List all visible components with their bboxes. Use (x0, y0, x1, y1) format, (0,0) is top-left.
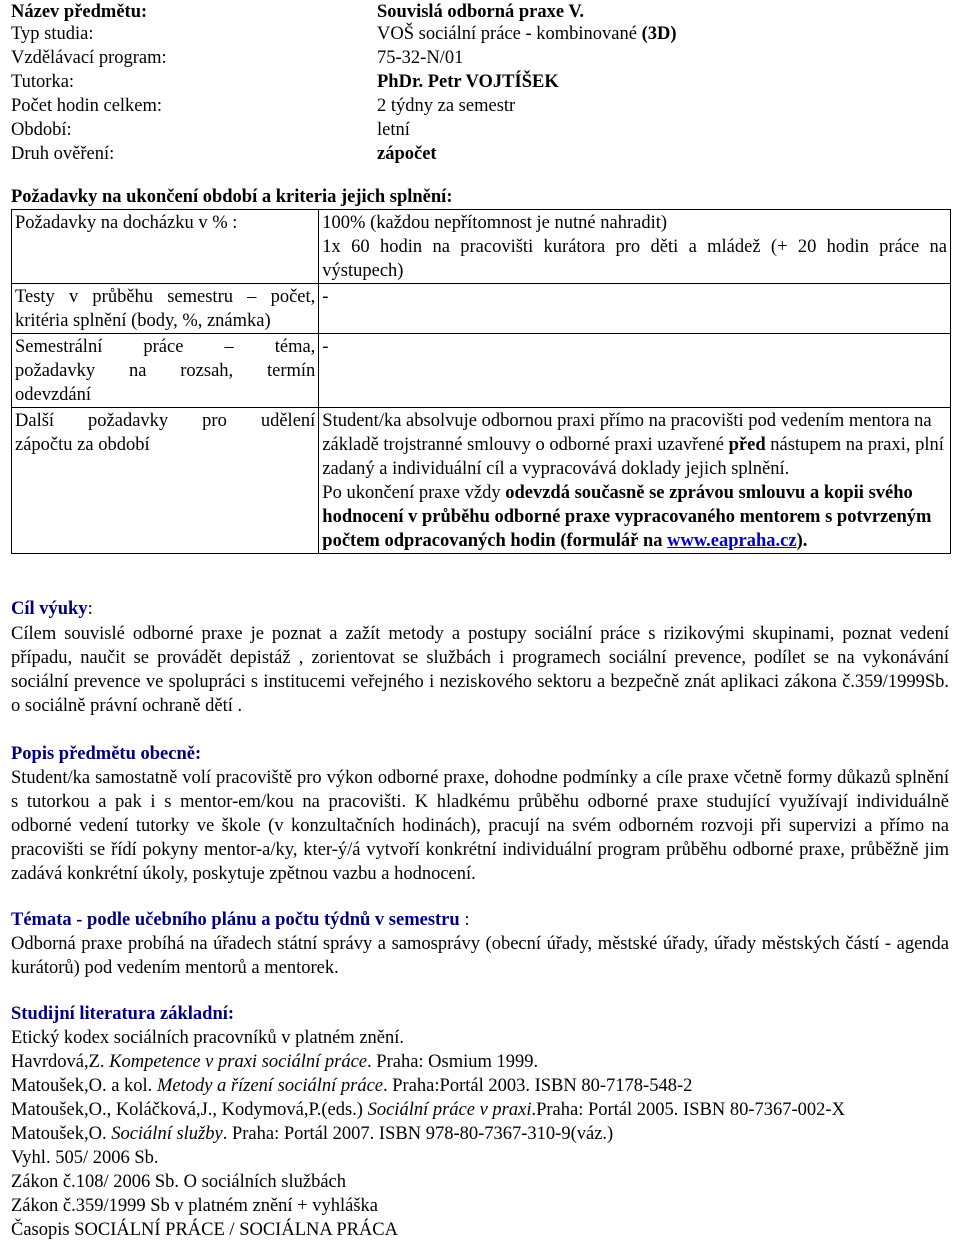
literature-title: Studijní literatura základní: (11, 1004, 235, 1024)
topics-title-tail: : (459, 910, 470, 930)
meta-value: Souvislá odborná praxe V. (377, 2, 584, 22)
table-row (12, 334, 951, 408)
requirements-table (11, 209, 951, 554)
topics-title (11, 908, 469, 932)
lit-text: Matoušek,O., Koláčková,J., Kodymová,P.(eds.) (11, 1100, 368, 1120)
meta-value: PhDr. Petr VOJTÍŠEK (377, 72, 559, 92)
meta-label: Druh ověření: (11, 144, 115, 164)
lit-text: Zákon č.359/1999 Sb v platném znění + vyhláška (11, 1196, 379, 1216)
thesis-value: - (319, 334, 951, 408)
lit-text: . Praha: Osmium 1999. (367, 1052, 539, 1072)
other-label-line: Další požadavky pro udělení (15, 411, 316, 431)
lit-title: Sociální služby (111, 1124, 223, 1144)
table-row (12, 408, 951, 554)
meta-label: Období: (11, 120, 72, 140)
lit-title: Kompetence v praxi sociální práce (109, 1052, 368, 1072)
goal-title-colon: : (87, 599, 93, 619)
topics-text: Odborná praxe probíhá na úřadech státní správy a samosprávy (obecní úřady, městské úřady, úřady městských částí - agenda kurátorů) pod vedením mentorů a mentorek. (11, 934, 949, 978)
attendance-value (319, 210, 951, 284)
goal-text: Cílem souvislé odborné praxe je poznat a zažít metody a postupy sociální práce s rizikovými skupinami, poznat vedení případu, naučit se provádět depistáž , zorientovat se službách i programech sociální prevence, podílet se na vykonávání sociální prevence ve spolupráci s institucemi veřejného i neziskového sektoru a bezpečně znát aplikaci zákona č.359/1999Sb. o sociálně právní ochraně dětí . (11, 624, 949, 716)
list-item (11, 1146, 159, 1170)
list-item (11, 1026, 404, 1050)
meta-row-course-name (11, 0, 951, 24)
table-row (12, 284, 951, 334)
list-item (11, 1074, 692, 1098)
goal-title-bold: Cíl výuky (11, 599, 88, 619)
tests-label-line: kritéria splnění (body, %, známka) (15, 311, 271, 331)
thesis-label-line: Semestrální práce – téma, (15, 337, 316, 357)
other-text-1 (322, 409, 947, 481)
meta-value: letní (377, 120, 410, 140)
lit-title: Sociální práce v praxi (367, 1100, 532, 1120)
lit-text: Vyhl. 505/ 2006 Sb. (11, 1148, 159, 1168)
tests-label-line: Testy v průběhu semestru – počet, (15, 287, 316, 307)
meta-value: 2 týdny za semestr (377, 96, 516, 116)
meta-row-tutor (11, 70, 951, 94)
thesis-label (12, 334, 319, 408)
other-text-3-normal: Po ukončení praxe vždy (322, 483, 501, 503)
list-item (11, 1170, 346, 1194)
other-label (12, 408, 319, 554)
lit-title: Metody a řízení sociální práce (156, 1076, 384, 1096)
tests-label (12, 284, 319, 334)
attendance-label: Požadavky na docházku v % : (12, 210, 319, 284)
lit-text: Matoušek,O. a kol. (11, 1076, 157, 1096)
other-text-1-bold: před (728, 435, 766, 455)
other-text-end: ). (796, 531, 808, 551)
meta-row-study-type (11, 22, 951, 46)
meta-label: Název předmětu: (11, 2, 148, 22)
meta-row-assessment (11, 142, 951, 166)
attendance-line2: 1x 60 hodin na pracovišti kurátora pro děti a mládež (+ 20 hodin práce na výstupech) (322, 237, 947, 281)
eapraha-link[interactable]: www.eapraha.cz (667, 531, 797, 551)
lit-text: . Praha: Portál 2007. ISBN 978-80-7367-310-9(váz.) (222, 1124, 614, 1144)
meta-value-text: VOŠ sociální práce - kombinované (377, 24, 637, 44)
description-text: Student/ka samostatně volí pracoviště pro výkon odborné praxe, dohodne podmínky a cíle praxe včetně formy důkazů splnění s tutorkou a pak i s mentor-em/kou na pracovišti. K hladkému průběhu odborné praxe studující využívají individuálně odborné vedení tutorky ve škole (v konzultačních hodinách), pracují na svém odborném rozvoji při supervizi a přímo na pracovišti se řídí pokyny mentor-a/ky, kter-ý/á vytvoří konkrétní individuální program průběhu odborné praxe, průběžně jim zadává konkrétní úkoly, poskytuje zpětnou vazbu a hodnocení. (11, 768, 949, 884)
table-row (12, 210, 951, 284)
meta-label: Počet hodin celkem: (11, 96, 163, 116)
other-text-3-bold: odevzdá současně se zprávou smlouvu a kopii svého hodnocení v průběhu odborné praxe vypracovaného mentorem s potvrzeným počtem odpracovaných hodin (formulář na (322, 483, 932, 551)
meta-row-hours (11, 94, 951, 118)
lit-text: Zákon č.108/ 2006 Sb. O sociálních službách (11, 1172, 346, 1192)
meta-row-period (11, 118, 951, 142)
other-label-line: zápočtu za období (15, 435, 150, 455)
meta-value: zápočet (377, 144, 437, 164)
other-text-3 (322, 481, 947, 553)
other-value (319, 408, 951, 554)
lit-text: Časopis SOCIÁLNÍ PRÁCE / SOCIÁLNA PRÁCA (11, 1220, 399, 1240)
meta-row-program (11, 46, 951, 70)
attendance-line1: 100% (každou nepřítomnost je nutné nahradit) (322, 213, 668, 233)
description-title: Popis předmětu obecně: (11, 744, 202, 764)
list-item (11, 1098, 845, 1122)
list-item (11, 1218, 398, 1242)
thesis-label-line: požadavky na rozsah, termín (15, 361, 316, 381)
lit-text: .Praha: Portál 2005. ISBN 80-7367-002-X (531, 1100, 845, 1120)
meta-label: Typ studia: (11, 24, 94, 44)
lit-text: . Praha:Portál 2003. ISBN 80-7178-548-2 (383, 1076, 693, 1096)
lit-text: Havrdová,Z. (11, 1052, 110, 1072)
other-text-2: nástupem na praxi, plní zadaný a individuální cíl a vypracovává doklady jejich splnění. (322, 435, 944, 479)
topics-title-bold: Témata - podle učebního plánu a počtu týdnů v semestru (11, 910, 460, 930)
requirements-title: Požadavky na ukončení období a kriteria jejich splnění: (11, 187, 453, 207)
meta-value: 75-32-N/01 (377, 48, 464, 68)
thesis-label-line: odevzdání (15, 385, 92, 405)
list-item (11, 1122, 613, 1146)
lit-text: Matoušek,O. (11, 1124, 112, 1144)
list-item (11, 1050, 538, 1074)
tests-value: - (319, 284, 951, 334)
meta-value-bold: (3D) (641, 24, 677, 44)
meta-label: Vzdělávací program: (11, 48, 167, 68)
meta-value (377, 22, 677, 46)
meta-label: Tutorka: (11, 72, 75, 92)
goal-title (11, 597, 93, 621)
other-text-1-normal: Student/ka absolvuje odbornou praxi přímo na pracovišti pod vedením mentora na základě trojstranné smlouvy o odborné praxi uzavřené (322, 411, 932, 455)
list-item (11, 1194, 378, 1218)
lit-text: Etický kodex sociálních pracovníků v platném znění. (11, 1028, 405, 1048)
